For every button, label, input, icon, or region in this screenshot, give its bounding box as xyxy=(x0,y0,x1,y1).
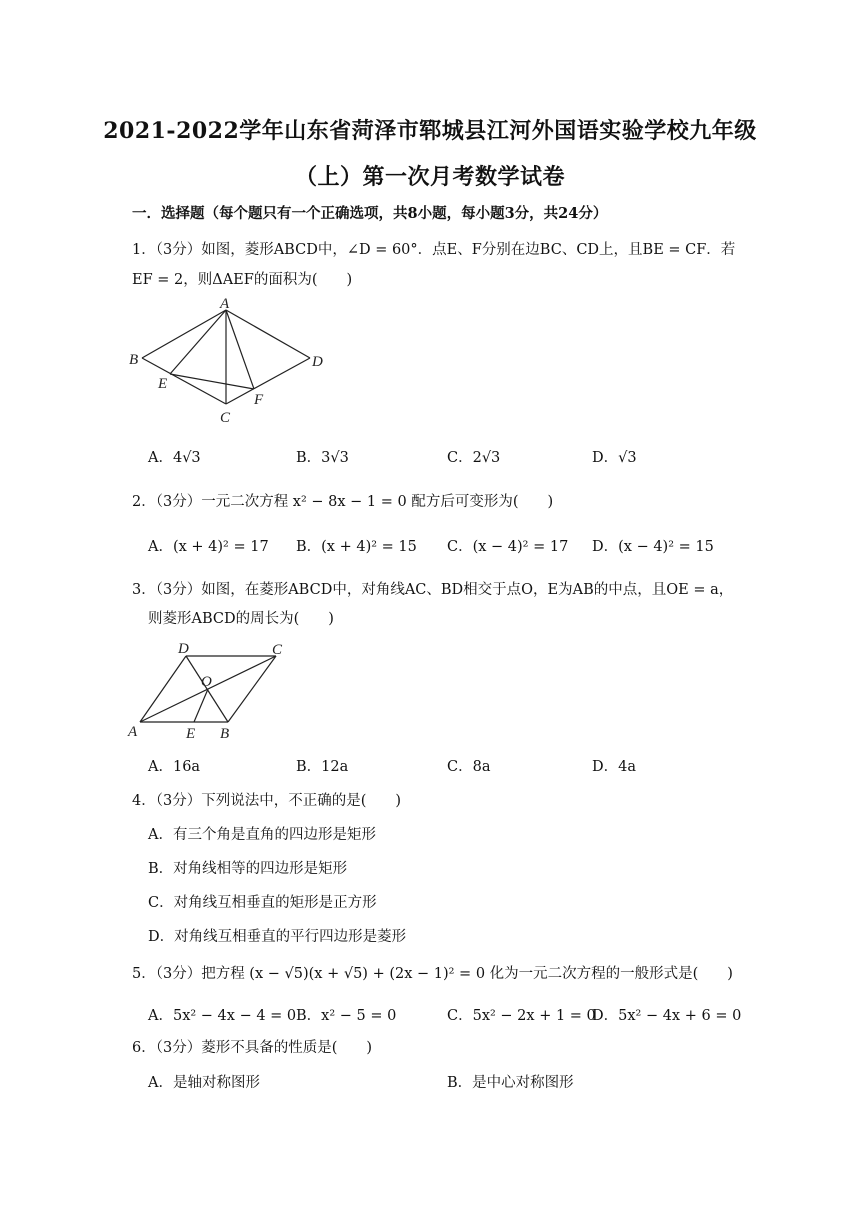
q6-option-a: A．是轴对称图形 xyxy=(148,1075,260,1091)
q4-option-a: A．有三个角是直角的四边形是矩形 xyxy=(148,827,376,843)
q1-option-d: D．√3 xyxy=(592,450,637,466)
question-1-text-cont: EF = 2，则ΔAEF的面积为( ) xyxy=(132,272,353,288)
q1-option-a: A．4√3 xyxy=(148,450,201,466)
question-5-text: 5．（3分）把方程 (x − √5)(x + √5) + (2x − 1)² = 0 化为一元二次方程的一般形式是( ) xyxy=(132,966,733,982)
q2-option-b: B．(x + 4)² = 15 xyxy=(296,539,417,555)
label-o: O xyxy=(201,674,212,690)
segment-ae xyxy=(170,310,226,374)
label-f: F xyxy=(254,392,264,408)
question-6-text: 6．（3分）菱形不具备的性质是( ) xyxy=(132,1040,373,1056)
question-3-figure xyxy=(124,636,294,742)
q4-option-c: C．对角线互相垂直的矩形是正方形 xyxy=(148,895,377,911)
q2-option-c: C．(x − 4)² = 17 xyxy=(447,539,569,555)
question-2-text: 2．（3分）一元二次方程 x² − 8x − 1 = 0 配方后可变形为( ) xyxy=(132,494,554,510)
label-c: C xyxy=(272,642,283,658)
label-c: C xyxy=(220,410,231,426)
page-subtitle: （上）第一次月考数学试卷 xyxy=(294,164,565,190)
q3-option-c: C．8a xyxy=(447,759,491,775)
q1-option-c: C．2√3 xyxy=(447,450,501,466)
label-a: A xyxy=(220,296,230,312)
label-d: D xyxy=(312,354,323,370)
label-e: E xyxy=(186,726,196,742)
page-title: 2021-2022学年山东省菏泽市郓城县江河外国语实验学校九年级 xyxy=(103,118,757,144)
q5-option-d: D．5x² − 4x + 6 = 0 xyxy=(592,1008,742,1024)
q5-option-c: C．5x² − 2x + 1 = 0 xyxy=(447,1008,596,1024)
segment-af xyxy=(226,310,254,389)
edge-bc xyxy=(228,656,276,722)
q3-option-d: D．4a xyxy=(592,759,636,775)
q3-option-a: A．16a xyxy=(148,759,201,775)
question-3-text: 3．（3分）如图，在菱形ABCD中，对角线AC、BD相交于点O，E为AB的中点，且OE = a， xyxy=(132,582,734,598)
label-a: A xyxy=(128,724,138,740)
label-d: D xyxy=(178,641,189,657)
question-3-text-cont: 则菱形ABCD的周长为( ) xyxy=(148,611,334,627)
q5-option-a: A．5x² − 4x − 4 = 0 xyxy=(148,1008,297,1024)
segment-ef xyxy=(170,374,254,389)
edge-da xyxy=(140,656,186,722)
label-e: E xyxy=(158,376,168,392)
edge-bc xyxy=(142,358,226,404)
edge-ab xyxy=(142,310,226,358)
edge-ad xyxy=(226,310,310,358)
q5-option-b: B．x² − 5 = 0 xyxy=(296,1008,397,1024)
q4-option-d: D．对角线互相垂直的平行四边形是菱形 xyxy=(148,929,407,945)
label-b: B xyxy=(220,726,230,742)
question-1-figure xyxy=(124,296,334,428)
q3-option-b: B．12a xyxy=(296,759,349,775)
question-4-text: 4．（3分）下列说法中，不正确的是( ) xyxy=(132,793,402,809)
question-1-text: 1．（3分）如图，菱形ABCD中，∠D = 60°．点E、F分别在边BC、CD上，且BE = CF．若 xyxy=(132,242,736,258)
edge-cd xyxy=(226,358,310,404)
q1-option-b: B．3√3 xyxy=(296,450,349,466)
q6-option-b: B．是中心对称图形 xyxy=(447,1075,574,1091)
label-b: B xyxy=(129,352,139,368)
q4-option-b: B．对角线相等的四边形是矩形 xyxy=(148,861,348,877)
q2-option-d: D．(x − 4)² = 15 xyxy=(592,539,714,555)
segment-oe xyxy=(194,689,208,722)
q2-option-a: A．(x + 4)² = 17 xyxy=(148,539,269,555)
section-heading: 一．选择题（每个题只有一个正确选项，共8小题，每小题3分，共24分） xyxy=(132,205,608,222)
